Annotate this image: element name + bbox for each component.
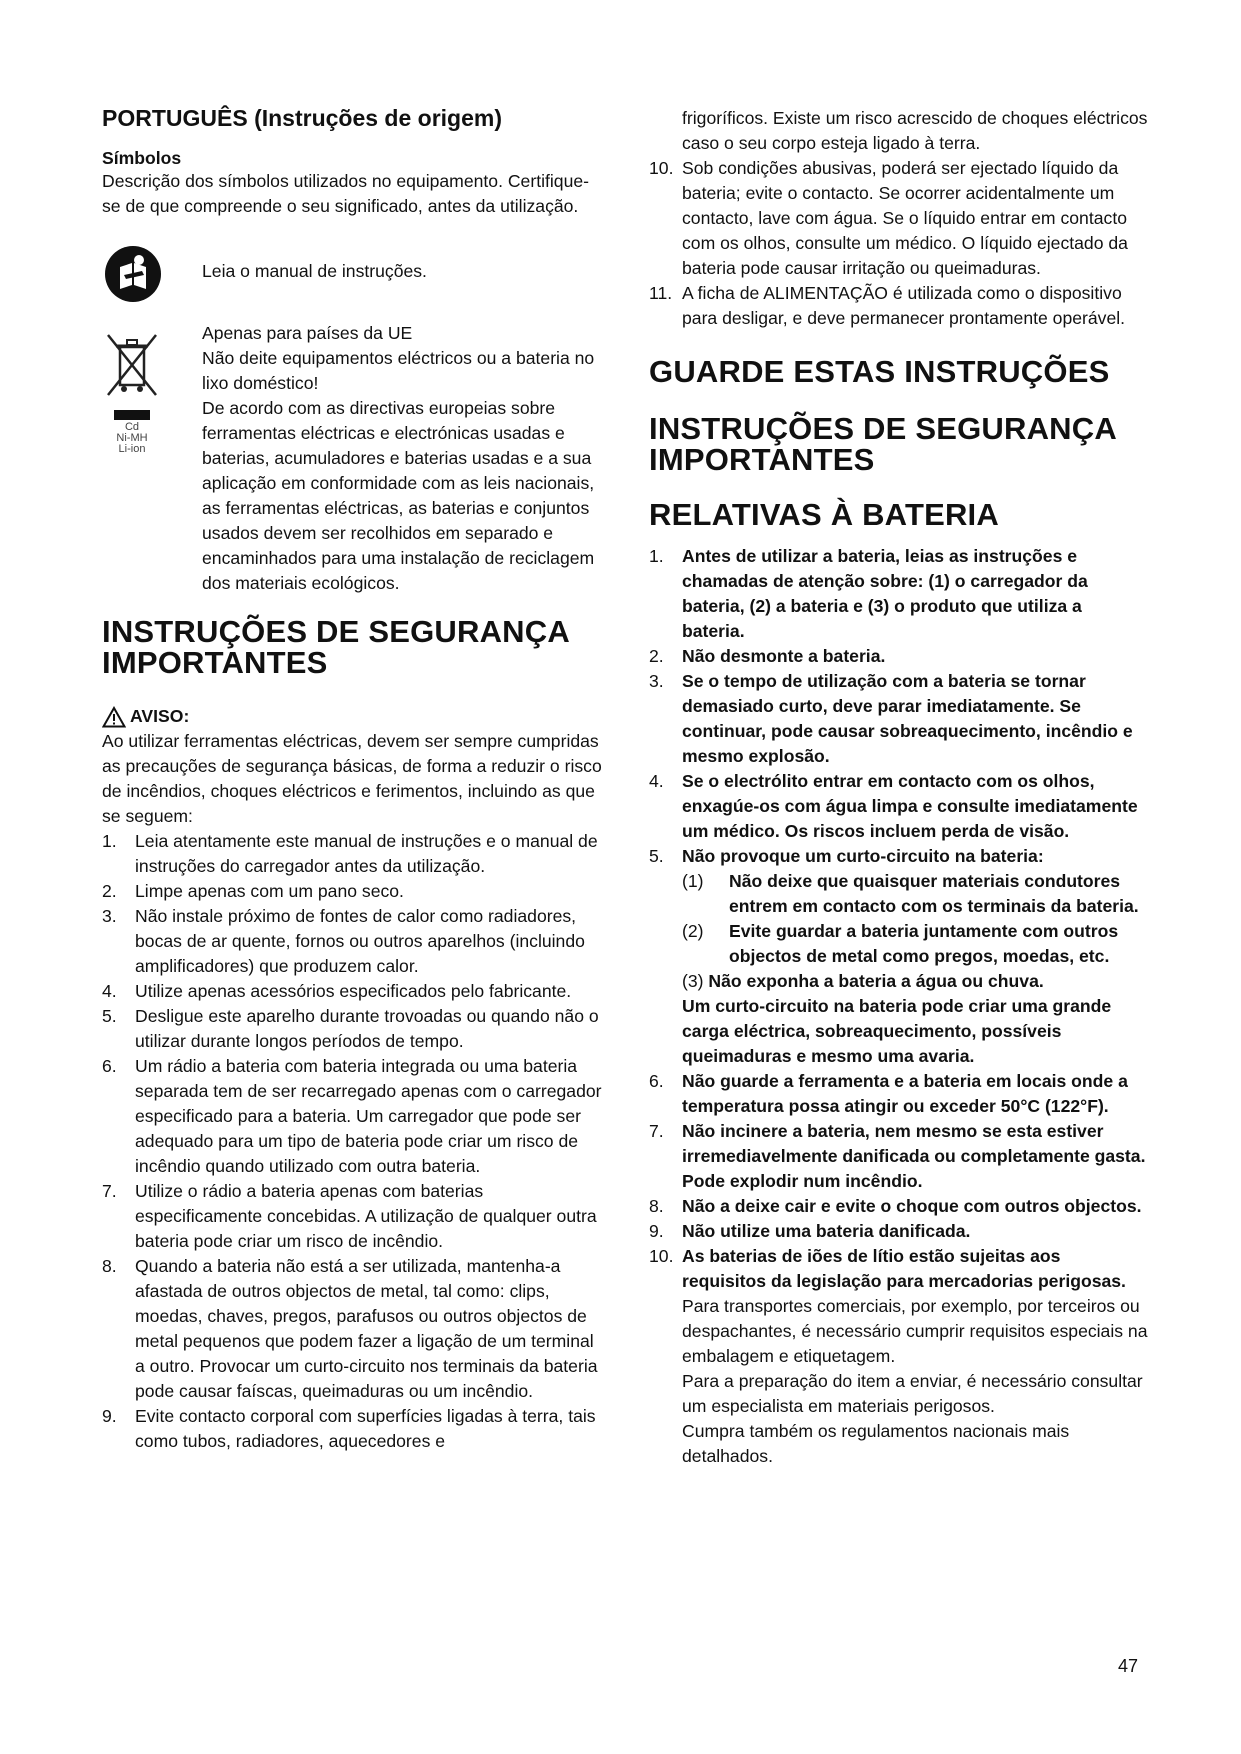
list-item: 8. Não a deixe cair e evite o choque com outros objectos. [649, 1196, 1142, 1216]
safety-intro: Ao utilizar ferramentas eléctricas, devem ser sempre cumpridas as precauções de segurança básicas, de forma a reduzir o risco de incêndios, choques eléctricos e ferimentos, incluindo as que se seguem: [102, 731, 602, 826]
safety-heading [102, 616, 602, 678]
list-item: 9. Evite contacto corporal com superfícies ligadas à terra, tais como tubos, radiadores, aquecedores e [102, 1406, 596, 1451]
safety-list-continued [649, 156, 1149, 331]
weee-symbol [102, 329, 162, 455]
battery-label-cd: Cd [124, 421, 140, 433]
eu-symbol-row [102, 321, 602, 596]
manual-symbol-text: Leia o manual de instruções. [202, 261, 427, 281]
sub-list-item: (1) Não deixe que quaisquer materiais condutores entrem em contacto com os terminais da bateria. [682, 871, 1139, 916]
battery-heading-line-2: IMPORTANTES [649, 442, 875, 477]
battery-list [649, 544, 1149, 869]
sub-list-note: Um curto-circuito na bateria pode criar uma grande carga eléctrica, sobreaquecimento, possíveis queimaduras e mesmo uma avaria. [682, 996, 1112, 1066]
manual-symbol-row [102, 247, 602, 307]
item-9-continued: frigoríficos. Existe um risco acrescido de choques eléctricos caso o seu corpo esteja ligado à terra. [682, 108, 1148, 153]
symbols-heading: Símbolos [102, 148, 182, 168]
list-item: 7. Utilize o rádio a bateria apenas com baterias especificamente concebidas. A utilização de qualquer outra bateria pode criar um risco de incêndio. [102, 1181, 597, 1251]
sub-list-item: (2) Evite guardar a bateria juntamente com outros objectos de metal como pregos, moedas, etc. [682, 921, 1119, 966]
left-column [102, 103, 602, 1454]
list-item: 2. Não desmonte a bateria. [649, 646, 886, 666]
list-item: 4. Se o electrólito entrar em contacto com os olhos, enxagúe-os com água limpa e consulte imediatamente um médico. Os riscos incluem perda de visão. [649, 771, 1138, 841]
safety-heading-line-1: INSTRUÇÕES DE SEGURANÇA [102, 614, 570, 649]
list-item: 5. Não provoque um curto-circuito na bateria: [649, 846, 1044, 866]
right-column [649, 106, 1149, 1469]
list-item: 4. Utilize apenas acessórios especificados pelo fabricante. [102, 981, 572, 1001]
save-instructions-heading: GUARDE ESTAS INSTRUÇÕES [649, 354, 1110, 389]
list-item: 10. As baterias de iões de lítio estão sujeitas aos requisitos da legislação para mercadorias perigosas. [649, 1246, 1126, 1291]
warning-heading [102, 704, 602, 729]
detail-paragraph: Cumpra também os regulamentos nacionais mais detalhados. [682, 1421, 1070, 1466]
battery-label-liion: Li-ion [118, 443, 146, 455]
safety-heading-line-2: IMPORTANTES [102, 645, 328, 680]
list-item: 10. Sob condições abusivas, poderá ser ejectado líquido da bateria; evite o contacto. Se ocorrer acidentalmente um contacto, lave com água. Se o líquido entrar em contacto com os olhos, consulte um médico. O líquido ejectado da bateria pode causar irritação ou queimaduras. [649, 158, 1128, 278]
read-manual-icon [104, 245, 162, 303]
list-item: 3. Se o tempo de utilização com a bateria se tornar demasiado curto, deve parar imediatamente. Se continuar, pode causar sobreaquecimento, incêndio e mesmo explosão. [649, 671, 1133, 766]
eu-line-1: Apenas para países da UE [202, 323, 413, 343]
list-item: 8. Quando a bateria não está a ser utilizada, mantenha-a afastada de outros objectos de metal, tal como: clips, moedas, chaves, pregos, parafusos ou outros objectos de metal pequenos que podem fazer a ligação de um terminal a outro. Provocar um curto-circuito nos terminais da bateria pode causar faíscas, queimaduras ou um incêndio. [102, 1256, 598, 1401]
sub-list-item: (3) Não exponha a bateria a água ou chuva. [682, 971, 1044, 991]
crossed-bin-icon [102, 329, 162, 399]
item-10-details [649, 1294, 1149, 1469]
list-item: 6. Não guarde a ferramenta e a bateria em locais onde a temperatura possa atingir ou exceder 50°C (122°F). [649, 1071, 1128, 1116]
battery-heading-line-3: RELATIVAS À BATERIA [649, 497, 999, 532]
list-item: 1. Leia atentamente este manual de instruções e o manual de instruções do carregador antes da utilização. [102, 831, 598, 876]
list-item: 6. Um rádio a bateria com bateria integrada ou uma bateria separada tem de ser recarregado apenas com o carregador especificado para a bateria. Um carregador que pode ser adequado para um tipo de bateria pode criar um risco de incêndio quando utilizado com outra bateria. [102, 1056, 602, 1176]
page-title: PORTUGUÊS (Instruções de origem) [102, 105, 503, 131]
list-item: 1. Antes de utilizar a bateria, leias as instruções e chamadas de atenção sobre: (1) o carregador da bateria, (2) a bateria e (3) o produto que utiliza a bateria. [649, 546, 1088, 641]
battery-label-nimh: Ni-MH [116, 432, 148, 444]
eu-line-3: De acordo com as directivas europeias sobre ferramentas eléctricas e electrónicas usadas e baterias, acumuladores e baterias usadas e a sua aplicação em conformidade com as leis nacionais, as ferramentas eléctricas, as baterias e conjuntos usados devem ser recolhidos em separado e encaminhados para uma instalação de reciclagem dos materiais ecológicos. [202, 398, 595, 593]
safety-list [102, 829, 602, 1454]
list-item: 2. Limpe apenas com um pano seco. [102, 881, 404, 901]
detail-paragraph: Para a preparação do item a enviar, é necessário consultar um especialista em materiais perigosos. [682, 1371, 1143, 1416]
symbols-intro: Descrição dos símbolos utilizados no equipamento. Certifique-se de que compreende o seu significado, antes da utilização. [102, 171, 590, 216]
battery-sub-list [682, 869, 1149, 1069]
list-item: 7. Não incinere a bateria, nem mesmo se esta estiver irremediavelmente danificada ou completamente gasta. Pode explodir num incêndio. [649, 1121, 1146, 1191]
warning-triangle-icon [102, 706, 126, 728]
battery-safety-heading [649, 413, 1149, 530]
list-item: 3. Não instale próximo de fontes de calor como radiadores, bocas de ar quente, fornos ou outros aparelhos (incluindo amplificadores) que produzem calor. [102, 906, 585, 976]
black-bar [114, 410, 150, 420]
list-item: 5. Desligue este aparelho durante trovoadas ou quando não o utilizar durante longos períodos de tempo. [102, 1006, 599, 1051]
battery-list-b [649, 1069, 1149, 1294]
page-number: 47 [1118, 1656, 1139, 1676]
warning-label: AVISO: [130, 706, 190, 726]
list-item: 9. Não utilize uma bateria danificada. [649, 1221, 971, 1241]
battery-heading-line-1: INSTRUÇÕES DE SEGURANÇA [649, 411, 1117, 446]
list-item: 11. A ficha de ALIMENTAÇÃO é utilizada como o dispositivo para desligar, e deve permanecer prontamente operável. [649, 283, 1126, 328]
eu-line-2: Não deite equipamentos eléctricos ou a bateria no lixo doméstico! [202, 348, 595, 393]
detail-paragraph: Para transportes comerciais, por exemplo, por terceiros ou despachantes, é necessário cumprir requisitos especiais na embalagem e etiquetagem. [682, 1296, 1148, 1366]
